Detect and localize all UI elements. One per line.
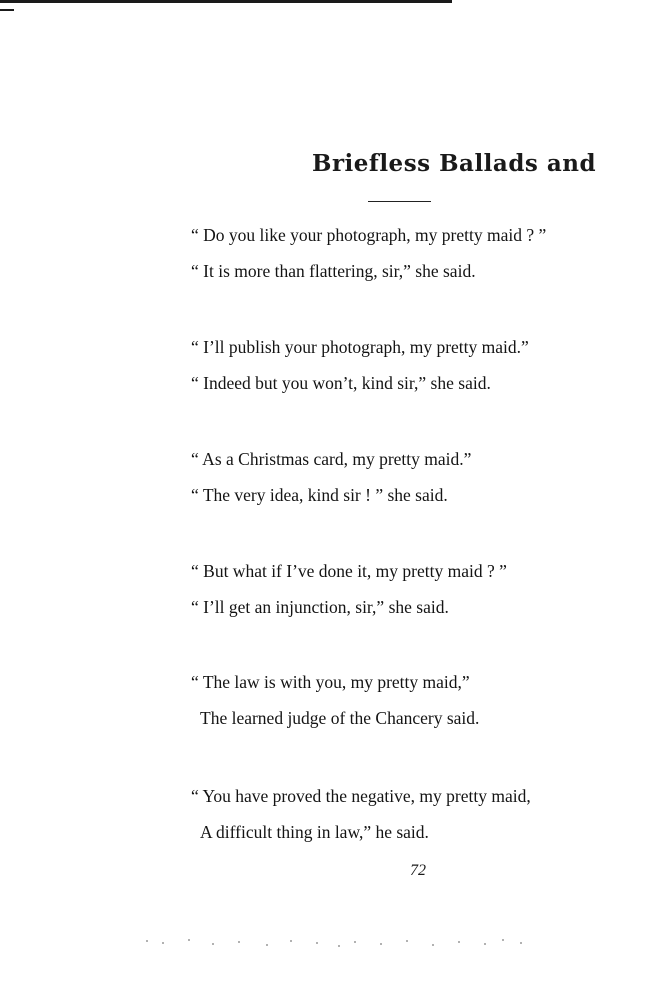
stanza-4-line-1: “ But what if I’ve done it, my pretty maid ? ” — [191, 561, 507, 581]
stanza-5-line-2: The learned judge of the Chancery said. — [200, 708, 480, 728]
scan-speck — [188, 939, 190, 941]
scan-speck — [290, 940, 292, 942]
scan-speck — [484, 943, 486, 945]
scan-speck — [316, 942, 318, 944]
stanza-6-line-1: “ You have proved the negative, my pretty maid, — [191, 786, 531, 806]
stanza-2-line-2: “ Indeed but you won’t, kind sir,” she said. — [191, 373, 491, 393]
scan-speck — [380, 943, 382, 945]
stanza-5-line-1: “ The law is with you, my pretty maid,” — [191, 672, 470, 692]
scan-speck — [354, 941, 356, 943]
scan-speck — [520, 942, 522, 944]
scan-noise — [140, 936, 540, 950]
stanza-1-line-2: “ It is more than flattering, sir,” she said. — [191, 261, 476, 281]
scan-speck — [458, 941, 460, 943]
scan-speck — [212, 943, 214, 945]
scan-speck — [502, 939, 504, 941]
stanza-2-line-1: “ I’ll publish your photograph, my pretty maid.” — [191, 337, 529, 357]
running-head: Briefless Ballads and — [312, 150, 597, 177]
stanza-3-line-2: “ The very idea, kind sir ! ” she said. — [191, 485, 448, 505]
scan-speck — [406, 940, 408, 942]
page-number: 72 — [410, 862, 426, 879]
stanza-4-line-2: “ I’ll get an injunction, sir,” she said. — [191, 597, 449, 617]
stanza-6-line-2: A difficult thing in law,” he said. — [200, 822, 429, 842]
stanza-1-line-1: “ Do you like your photograph, my pretty maid ? ” — [191, 225, 547, 245]
scan-speck — [146, 940, 148, 942]
stanza-3-line-1: “ As a Christmas card, my pretty maid.” — [191, 449, 472, 469]
scan-speck — [266, 944, 268, 946]
scan-speck — [338, 945, 340, 947]
scan-speck — [162, 942, 164, 944]
scan-speck — [238, 941, 240, 943]
scan-speck — [432, 944, 434, 946]
